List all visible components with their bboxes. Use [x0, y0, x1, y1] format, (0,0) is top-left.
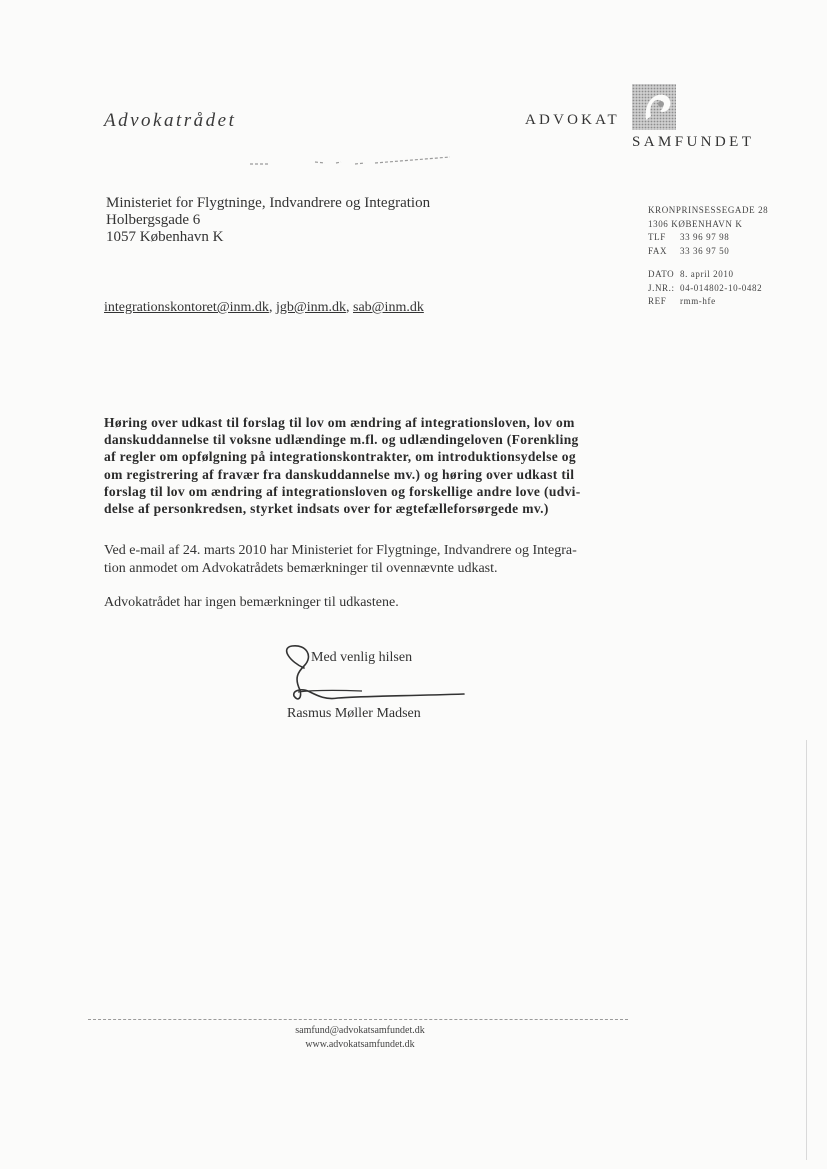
email-separator: ,	[268, 300, 276, 315]
reference	[648, 295, 768, 309]
advokatsamfundet-emblem-icon	[632, 84, 676, 130]
subject-heading	[104, 414, 638, 517]
body-line: Ved e-mail af 24. marts 2010 har Ministeriet for Flygtninge, Indvandrere og Integra-	[104, 543, 577, 558]
footer-website[interactable]: www.advokatsamfundet.dk	[305, 1039, 415, 1050]
subject-line: danskuddannelse til voksne udlændinge m.fl. og udlændingeloven (Forenkling	[104, 432, 579, 448]
ref-label: REF	[648, 296, 667, 306]
footer-email[interactable]: samfund@advokatsamfundet.dk	[295, 1025, 425, 1036]
jnr-label: J.NR.:	[648, 282, 675, 293]
recipient-address	[106, 195, 430, 246]
scan-artifact	[240, 153, 470, 169]
ref-value: rmm-hfe	[680, 296, 716, 306]
scan-edge-shadow	[806, 740, 807, 1160]
subject-line: af regler om opfølgning på integrationskontrakter, om introduktionsydelse og	[104, 449, 577, 465]
closing-greeting: Med venlig hilsen	[311, 650, 413, 665]
signer-name: Rasmus Møller Madsen	[287, 706, 421, 721]
recipient-line: Holbergsgade 6	[106, 212, 201, 228]
phone-value: 33 96 97 98	[680, 232, 730, 242]
email-link[interactable]: sab@inm.dk	[353, 300, 424, 315]
sender-phone	[648, 231, 768, 245]
sender-city: 1306 KØBENHAVN K	[648, 218, 743, 229]
date-label: DATO	[648, 269, 675, 279]
sender-info	[648, 204, 768, 309]
email-link[interactable]: jgb@inm.dk	[275, 300, 346, 315]
email-separator: ,	[346, 300, 353, 315]
footer-divider	[88, 1019, 628, 1020]
sender-street: KRONPRINSESSEGADE 28	[648, 205, 769, 215]
jnr-value: 04-014802-10-0482	[680, 282, 763, 293]
email-link[interactable]: integrationskontoret@inm.dk	[104, 300, 269, 315]
body-paragraph: Advokatrådet har ingen bemærkninger til udkastene.	[104, 595, 399, 610]
footer	[280, 1024, 440, 1052]
fax-value: 33 36 97 50	[680, 245, 730, 256]
fax-label: FAX	[648, 245, 668, 256]
journal-number	[648, 282, 768, 296]
subject-line: delse af personkredsen, styrket indsats over for ægtefælleforsørgede mv.)	[104, 501, 549, 517]
logo-text-top: ADVOKAT	[525, 112, 620, 128]
subject-line: Høring over udkast til forslag til lov om ændring af integrationsloven, lov om	[104, 415, 575, 430]
subject-line: forslag til lov om ændring af integrationsloven og forskellige andre love (udvi-	[104, 483, 581, 499]
sender-fax	[648, 245, 768, 259]
date-value: 8. april 2010	[680, 269, 734, 279]
body-paragraph	[104, 542, 577, 577]
recipient-line: Ministeriet for Flygtninge, Indvandrere og Integration	[106, 195, 431, 211]
council-title: Advokatrådet	[104, 110, 237, 131]
body-line: tion anmodet om Advokatrådets bemærkninger til ovennævnte udkast.	[104, 560, 498, 576]
logo-text-bottom: SAMFUNDET	[632, 134, 755, 150]
recipient-line: 1057 København K	[106, 229, 224, 245]
subject-line: om registrering af fravær fra danskuddannelse mv.) og høring over udkast til	[104, 466, 575, 482]
letter-date	[648, 268, 768, 282]
phone-label: TLF	[648, 232, 666, 242]
recipient-emails	[104, 300, 424, 316]
